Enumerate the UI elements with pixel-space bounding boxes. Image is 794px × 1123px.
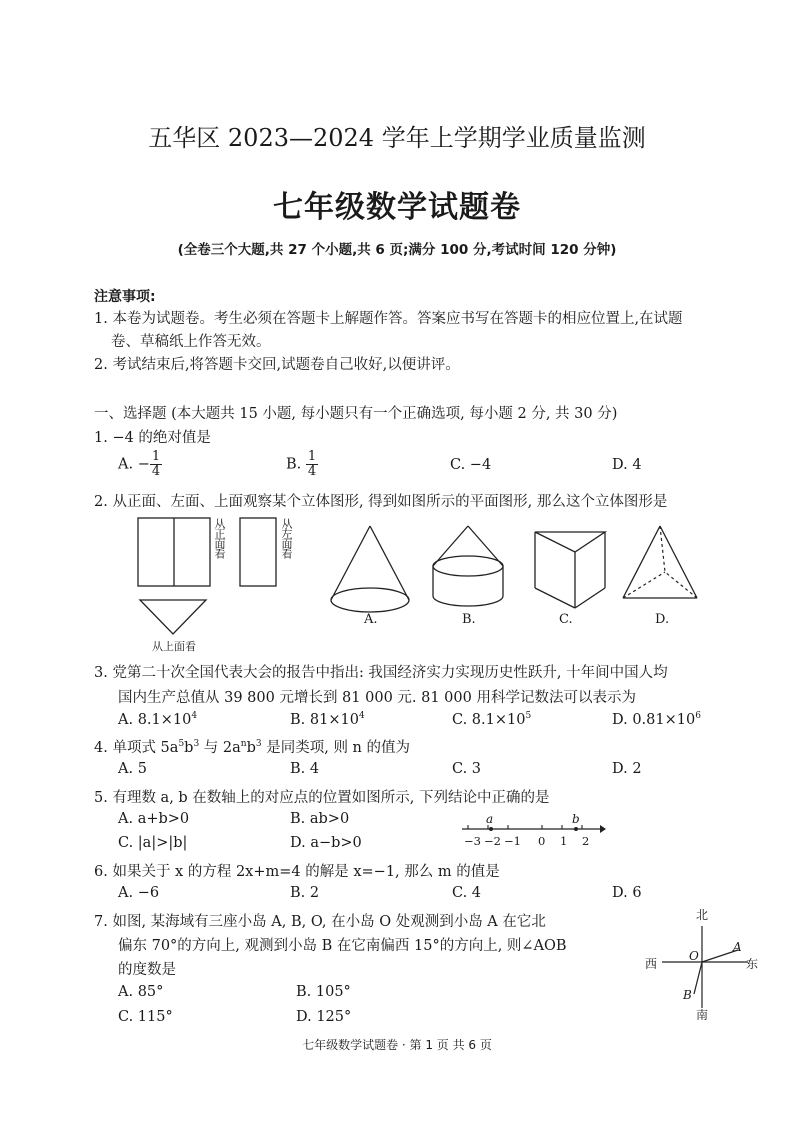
q4-sup-2: 3: [193, 739, 200, 750]
q4-option-b: B. 4: [290, 761, 320, 777]
exam-title: 七年级数学试题卷: [273, 190, 521, 225]
tick-label-0: 0: [538, 834, 546, 848]
tick-label-neg1: −1: [504, 834, 521, 848]
q2-left-view-label: 从左面看: [280, 518, 293, 558]
q6-option-b: B. 2: [290, 885, 320, 901]
q4-mid-1: b: [184, 740, 194, 756]
q3-option-b-exponent: 4: [358, 711, 365, 721]
q3-option-c-base: C. 8.1×10: [452, 711, 526, 728]
q7-option-d: D. 125°: [296, 1009, 352, 1025]
q3-option-a: [118, 711, 197, 728]
page-footer: 七年级数学试题卷 · 第 1 页 共 6 页: [302, 1038, 492, 1052]
q7-north-label: 北: [696, 908, 709, 922]
section-1-heading: 一、选择题 (本大题共 15 小题, 每小题只有一个正确选项, 每小题 2 分, 共 30 分): [94, 406, 618, 422]
q1-option-a-label: A. −: [118, 456, 150, 473]
q2-label-c: C.: [559, 612, 573, 627]
q1-option-b-label: B.: [286, 456, 302, 473]
q4-sup-4: 3: [255, 739, 262, 750]
q3-option-d-base: D. 0.81×10: [612, 711, 696, 728]
q2-stem: 2. 从正面、左面、上面观察某个立体图形, 得到如图所示的平面图形, 那么这个立体图形是: [94, 494, 668, 510]
q6-stem: 6. 如果关于 x 的方程 2x+m=4 的解是 x=−1, 那么 m 的值是: [94, 864, 500, 880]
q3-option-a-base: A. 8.1×10: [118, 711, 192, 728]
top-view-triangle: [140, 600, 206, 634]
q3-option-d-exponent: 6: [695, 711, 701, 721]
q7-option-a: A. 85°: [118, 984, 164, 1000]
q6-option-c: C. 4: [452, 885, 482, 901]
q2-label-a: A.: [364, 612, 378, 627]
q5-option-b: B. ab>0: [290, 811, 350, 827]
q1-option-d: D. 4: [612, 457, 642, 473]
q1-stem: 1. −4 的绝对值是: [94, 430, 211, 446]
q2-front-view-label: 从正面看: [213, 518, 226, 558]
notice-item-2: 2. 考试结束后,将答题卡交回,试题卷自己收好,以便讲评。: [94, 357, 460, 373]
q3-option-b-base: B. 81×10: [290, 711, 359, 728]
number-line-arrow: [600, 825, 606, 833]
q5-option-d: D. a−b>0: [290, 835, 362, 851]
tick-label-1: 1: [560, 834, 568, 848]
q3-option-c: [452, 711, 531, 728]
tick-label-neg3: −3: [464, 834, 481, 848]
q3-option-a-exponent: 4: [191, 711, 198, 721]
q4-mid-3: b: [246, 740, 256, 756]
q4-option-c: C. 3: [452, 761, 482, 777]
exam-subtitle: (全卷三个大题,共 27 个小题,共 6 页;满分 100 分,考试时间 120 分钟): [177, 242, 617, 258]
notice-item-1-line-2: 卷、草稿纸上作答无效。: [111, 334, 271, 350]
notice-heading: 注意事项:: [94, 289, 156, 305]
q3-option-d: [612, 711, 701, 728]
ray-ob: [694, 962, 702, 994]
q1-option-b: [286, 450, 318, 479]
q5-option-a: A. a+b>0: [118, 811, 190, 827]
q4-sup-1: 5: [178, 739, 185, 750]
q1-option-a: [118, 450, 162, 479]
q3-option-c-exponent: 5: [525, 711, 532, 721]
q5-point-a-label: a: [486, 812, 494, 826]
option-c-prism: [535, 532, 605, 608]
q4-mid-2: 与 2a: [199, 740, 241, 756]
q6-option-d: D. 6: [612, 885, 642, 901]
point-b-dot: [574, 827, 578, 831]
q7-stem-line-1: 7. 如图, 某海域有三座小岛 A, B, O, 在小岛 O 处观测到小岛 A 在它北: [94, 914, 546, 930]
option-b-cone-cylinder: [433, 526, 503, 606]
q3-stem-line-1: 3. 党第二十次全国代表大会的报告中指出: 我国经济实力实现历史性跃升, 十年间中国人均: [94, 665, 668, 681]
exam-header-title: 五华区 2023—2024 学年上学期学业质量监测: [148, 124, 646, 152]
q1-option-c: C. −4: [450, 457, 492, 473]
q5-point-b-label: b: [572, 812, 580, 826]
q7-point-a-label: A: [733, 940, 742, 954]
q7-compass-figure: [650, 918, 760, 1018]
q2-label-d: D.: [655, 612, 670, 627]
q1-option-a-denominator: 4: [151, 464, 161, 479]
q1-option-a-numerator: 1: [151, 449, 161, 464]
q3-stem-line-2: 国内生产总值从 39 800 元增长到 81 000 元. 81 000 用科学记数法可以表示为: [118, 690, 636, 706]
q7-point-b-label: B: [683, 988, 692, 1002]
tick-label-2: 2: [582, 834, 590, 848]
notice-item-1-line-1: 1. 本卷为试题卷。考生必须在答题卡上解题作答。答案应书写在答题卡的相应位置上,在试题: [94, 311, 683, 327]
q7-west-label: 西: [645, 957, 658, 971]
q7-point-o-label: O: [689, 949, 699, 963]
q1-option-a-fraction: [150, 450, 162, 479]
q5-option-c: C. |a|>|b|: [118, 835, 188, 851]
option-d-tetrahedron: [623, 526, 697, 598]
option-a-cone: [331, 526, 409, 612]
q2-top-view-label: 从上面看: [152, 640, 196, 653]
q3-option-b: [290, 711, 365, 728]
q4-stem-pre: 4. 单项式 5a: [94, 740, 179, 756]
q1-option-b-denominator: 4: [307, 464, 317, 479]
q4-option-d: D. 2: [612, 761, 642, 777]
tick-label-neg2: −2: [484, 834, 501, 848]
q7-option-b: B. 105°: [296, 984, 351, 1000]
q4-sup-3: n: [240, 739, 247, 750]
q2-label-b: B.: [462, 612, 476, 627]
q7-stem-line-2: 偏东 70°的方向上, 观测到小岛 B 在它南偏西 15°的方向上, 则∠AOB: [118, 938, 567, 954]
q1-option-b-numerator: 1: [307, 449, 317, 464]
q1-option-b-fraction: [306, 450, 318, 479]
q4-stem: [94, 736, 410, 757]
q7-stem-line-3: 的度数是: [118, 962, 176, 978]
q4-option-a: A. 5: [118, 761, 147, 777]
q7-option-c: C. 115°: [118, 1009, 173, 1025]
q6-option-a: A. −6: [118, 885, 160, 901]
left-view-rect: [240, 518, 276, 586]
q7-south-label: 南: [696, 1008, 709, 1022]
point-a-dot: [489, 827, 493, 831]
q2-solid-options-figure: [325, 520, 715, 620]
q4-stem-post: 是同类项, 则 n 的值为: [261, 740, 411, 756]
q5-stem: 5. 有理数 a, b 在数轴上的对应点的位置如图所示, 下列结论中正确的是: [94, 790, 550, 806]
q7-east-label: 东: [746, 957, 759, 971]
